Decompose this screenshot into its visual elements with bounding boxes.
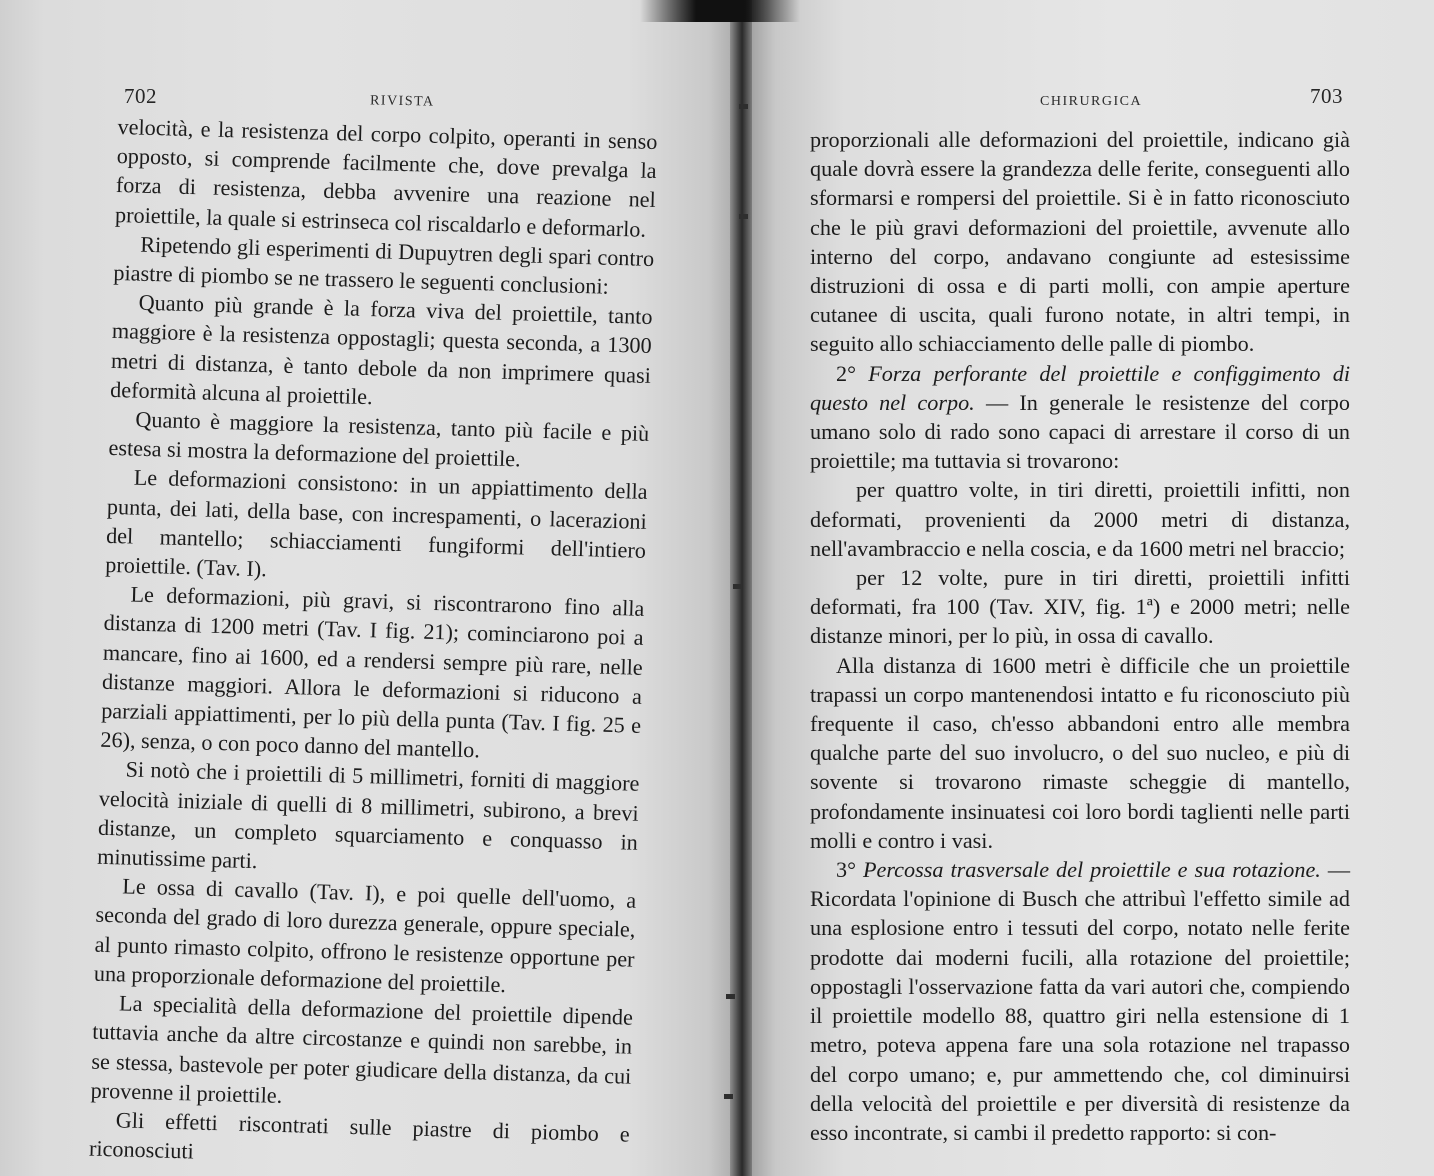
running-head-right: CHIRURGICA [1040,94,1143,109]
paragraph: proporzionali alle deformazioni del proiettile, indicano già quale dovrà essere la grandezza delle ferite, conseguenti allo sformarsi e rompersi del proiettile. Si è in fatto riconosciuto che le più gravi deformazioni del proiettile, avvenute allo interno del corpo, andavano congiunte ad estesissime distruzioni di ossa e di parti molli, con ampie aperture cutanee di uscita, quali furono notate, in altri tempi, in seguito allo schiacciamento delle palle di piombo. [810,127,1350,357]
left-body-text [89,112,658,1176]
paragraph: Quanto più grande è la forza viva del proiettile, tanto maggiore è la resistenza oppostagli; questa seconda, a 1300 metri di distanza, è tanto debole da non imprimere quasi deformità alcuna al proiettile. [109,289,653,410]
section-number: 2° [836,360,856,386]
paragraph: per 12 volte, pure in tiri diretti, proiettili infitti deformati, fra 100 (Tav. XIV, fig. 1ª) e 2000 metri; nelle distanze minori, per lo più, in ossa di cavallo. [810,565,1350,649]
binding-mark [739,104,748,109]
section-paragraph [810,359,1350,476]
section-text: — In generale le resistenze del corpo umano solo di rado sono capaci di arrestare il corso di un proiettile; ma tuttavia si trovarono: [810,389,1350,474]
paragraph: Ripetendo gli esperimenti di Dupuytren degli spari contro piastre di piombo se ne trassero le seguenti conclusioni: [113,231,655,299]
binding-mark [724,1094,733,1099]
section-title: Forza perforante del proiettile e configgimento di questo nel corpo. [810,360,1350,415]
paragraph: Le deformazioni, più gravi, si riscontrarono fino alla distanza di 1200 metri (Tav. I fig. 21); cominciarono poi a mancare, fino ai 1600, ed a rendersi sempre più rare, nelle distanze maggiori. Allora le deformazioni si riducono a parziali appiattimenti, per lo più della punta (Tav. I fig. 25 e 26), senza, o con poco danno del mantello. [100,581,645,763]
paragraph: per quattro volte, in tiri diretti, proiettili infitti, non deformati, provenienti da 2000 metri di distanza, nell'avambraccio e nella coscia, e da 1600 metri nel braccio; [810,477,1350,561]
right-body-text [810,125,1350,1147]
running-head-left: RIVISTA [369,93,435,110]
binding-mark [726,994,735,999]
paragraph: velocità, e la resistenza del corpo colpito, operanti in senso opposto, si comprende facilmente che, dove prevalga la forza di resistenza, debba avvenire una reazione nel proiettile, la quale si estrinseca col riscaldarlo e deformarlo. [114,113,658,242]
section-title: Percossa trasversale del proiettile e sua rotazione. [862,857,1321,883]
paragraph: La specialità della deformazione del proiettile dipende tuttavia anche da altre circostanze e quindi non sarebbe, in se stessa, bastevole per poter giudicare della distanza, da cui provenne il proiettile. [90,990,634,1108]
page-number-right: 703 [1310,84,1343,108]
paragraph: Si notò che i proiettili di 5 millimetri, forniti di maggiore velocità iniziale di quelli di 8 millimetri, subirono, a brevi distanze, un completo squarciamento e conquasso in minutissime parti. [96,756,640,874]
section-paragraph [810,855,1350,1147]
paragraph: Gli effetti riscontrati sulle piastre di piombo e riconosciuti [88,1107,631,1164]
binding-mark [739,214,748,219]
binding-mark [733,584,742,589]
page-number-left: 702 [124,84,157,108]
paragraph: Alla distanza di 1600 metri è difficile che un proiettile trapassi un corpo mantenendosi intatto e fu riconosciuto più frequente il caso, ch'esso abbandoni entro alle membra qualche parte del suo involucro, o del suo nucleo, e più di sovente si trovarono rimaste scheggie di mantello, profondamente insinuatesi coi loro bordi taglienti nelle parti molli e contro i vasi. [810,652,1350,853]
paragraph: Le ossa di cavallo (Tav. I), e poi quelle dell'uomo, a seconda del grado di loro durezza generale, oppure speciale, al punto rimasto colpito, offrono le resistenze opportune per una proporzionale deformazione del proiettile. [93,873,637,998]
section-text: — Ricordata l'opinione di Busch che attribuì l'effetto simile ad una esplosione entro i tessuti del corpo, notato nelle ferite prodotte dai moderni fucili, alla rotazione del proiettile; oppostagli l'osservazione fatta da vari autori che, compiendo il proiettile modello 88, quattro giri nella estensione di 1 metro, poteva appena fare una sola rotazione nel trapasso del corpo umano; e, pur ammettendo che, col diminuirsi della velocità del proiettile e per diversità di resistenze da esso incontrate, si cambi il predetto rapporto: si con- [810,857,1351,1145]
gutter-shadow [640,0,800,22]
right-page [748,0,1434,1176]
section-number: 3° [836,857,856,883]
paragraph: Le deformazioni consistono: in un appiattimento della punta, dei lati, della base, con increspamenti, o lacerazioni del mantello; schiacciamenti fungiformi dell'intiero proiettile. (Tav. I). [105,465,648,582]
paragraph: Quanto è maggiore la resistenza, tanto più facile e più estesa si mostra la deformazione del proiettile. [108,406,650,472]
